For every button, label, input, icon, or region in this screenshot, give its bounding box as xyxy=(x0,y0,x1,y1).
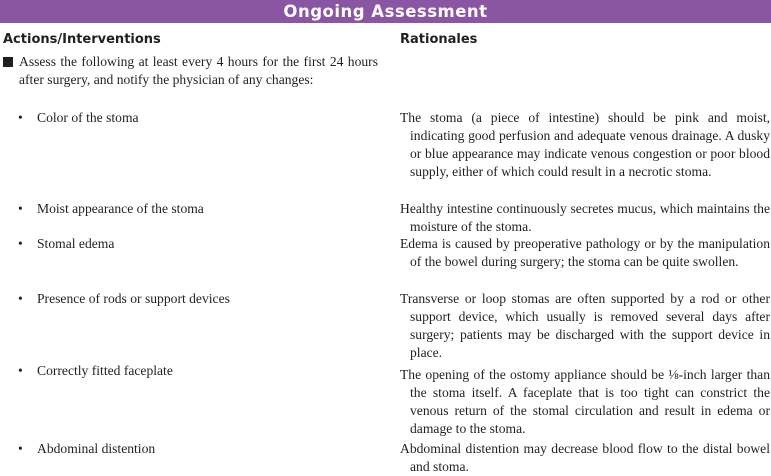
bullet-icon: • xyxy=(18,363,23,378)
rationale-text: The stoma (a piece of intestine) should be pink and moist, indicating good perfusion and adequate venous drainage. A dusky or blue appearance may indicate venous congestion or poor blood supply, either of which could result in a necrotic stoma. xyxy=(400,110,770,179)
action-item xyxy=(18,290,378,308)
action-label: Moist appearance of the stoma xyxy=(37,201,204,216)
rationale-text: Healthy intestine continuously secretes mucus, which maintains the moisture of the stoma. xyxy=(400,201,770,234)
rationale-text: The opening of the ostomy appliance should be ⅛-inch larger than the stoma itself. A faceplate that is too tight can constrict the venous return of the stomal circulation and result in edema or damage to the stoma. xyxy=(400,367,770,436)
column-header-rationales: Rationales xyxy=(400,32,478,47)
bullet-icon: • xyxy=(18,201,23,216)
action-label: Correctly fitted faceplate xyxy=(37,363,173,378)
action-label: Abdominal distention xyxy=(37,441,156,456)
section-banner: Ongoing Assessment xyxy=(0,0,771,23)
bullet-icon: • xyxy=(18,110,23,125)
action-item xyxy=(18,200,378,218)
rationale-text: Abdominal distention may decrease blood flow to the distal bowel and stoma. xyxy=(400,441,770,474)
bullet-icon: • xyxy=(18,291,23,306)
bullet-icon: • xyxy=(18,441,23,456)
action-label: Color of the stoma xyxy=(37,110,139,125)
rationale-text: Transverse or loop stomas are often supported by a rod or other support device, which usually is removed several days after surgery; patients may be discharged with the support device in place. xyxy=(400,291,770,360)
action-label: Presence of rods or support devices xyxy=(37,291,230,306)
action-label: Stomal edema xyxy=(37,236,115,251)
bullet-icon: • xyxy=(18,236,23,251)
action-item xyxy=(18,109,378,127)
action-item xyxy=(18,440,378,458)
rationale-text: Edema is caused by preoperative pathology or by the manipulation of the bowel during surgery; the stoma can be quite swollen. xyxy=(400,236,770,269)
column-header-actions: Actions/Interventions xyxy=(3,32,161,47)
action-item xyxy=(18,362,378,380)
assessment-intro xyxy=(3,53,378,89)
assessment-intro-text: Assess the following at least every 4 hours for the first 24 hours after surgery, and notify the physician of any changes: xyxy=(19,54,378,87)
square-bullet-icon xyxy=(3,57,13,67)
action-item xyxy=(18,235,378,253)
